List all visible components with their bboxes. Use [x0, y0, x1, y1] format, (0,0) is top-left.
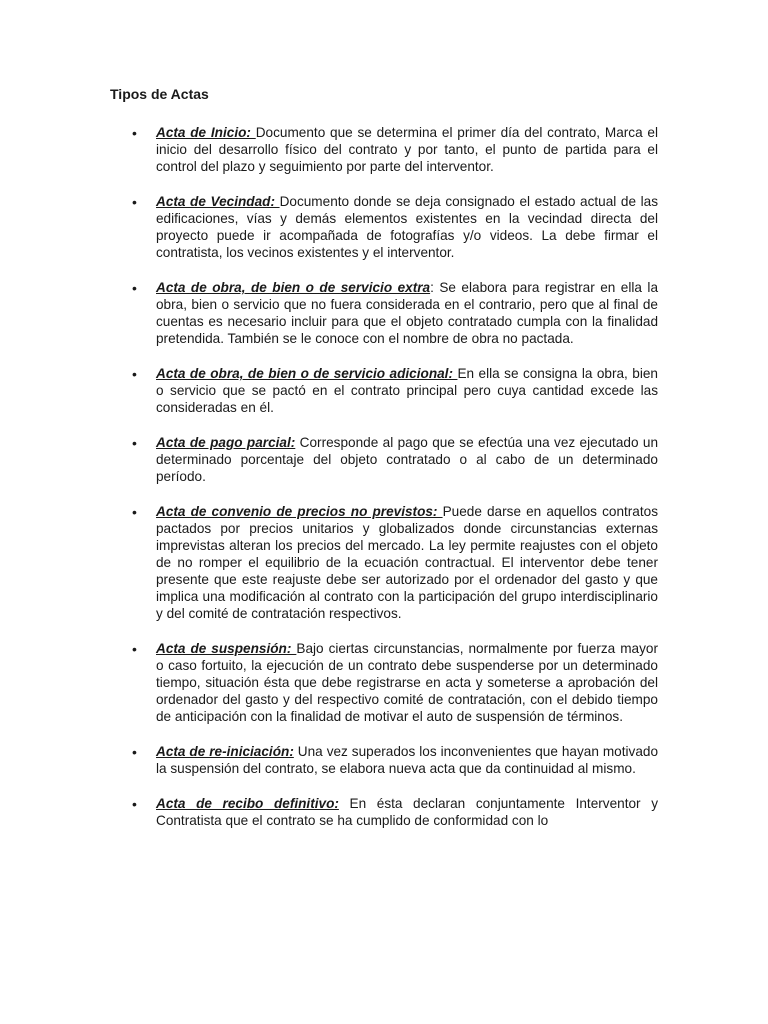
bullet-icon: • — [132, 504, 137, 520]
acta-description: Documento que se determina el primer día del contrato, Marca el inicio del desarrollo físico del contrato y por tanto, el punto de partida para el control del plazo y seguimiento por parte del interventor. — [156, 125, 659, 174]
acta-description: Corresponde al pago que se efectúa una vez ejecutado un determinado porcentaje del objeto contratado o al cabo de un determinado período. — [156, 435, 659, 484]
list-item — [0, 503, 768, 622]
acta-term: Acta de obra, de bien o de servicio extra — [156, 280, 431, 295]
acta-term: Acta de re-iniciación: — [156, 744, 294, 759]
list-item-text — [156, 365, 658, 416]
document-title: Tipos de Actas — [110, 86, 209, 102]
acta-term: Acta de Vecindad: — [156, 194, 280, 209]
list-item — [0, 640, 768, 725]
acta-term: Acta de suspensión: — [156, 641, 297, 656]
bullet-icon: • — [132, 641, 137, 657]
list-item-text — [156, 640, 658, 725]
list-item — [0, 434, 768, 485]
bullet-icon: • — [132, 796, 137, 812]
bullet-icon: • — [132, 744, 137, 760]
list-item — [0, 193, 768, 261]
acta-description: Una vez superados los inconvenientes que hayan motivado la suspensión del contrato, se elabora nueva acta que da continuidad al mismo. — [156, 744, 658, 776]
acta-description: Puede darse en aquellos contratos pactados por precios unitarios y globalizados donde circunstancias externas imprevistas alteran los precios del mercado. La ley permite reajustes con el objeto de no romper el equilibrio de la ecuación contractual. El interventor debe tener presente que este reajuste debe ser autorizado por el ordenador del gasto y que implica una modificación al contrato con la participación del grupo interdisciplinario y del comité de contratación respectivos. — [156, 504, 659, 621]
bullet-icon: • — [132, 366, 137, 382]
acta-description: Bajo ciertas circunstancias, normalmente por fuerza mayor o caso fortuito, la ejecución de un contrato debe suspenderse por un determinado tiempo, situación ésta que debe registrarse en acta y someterse a aprobación del ordenador del gasto y del respectivo comité de contratación, con el debido tiempo de anticipación con la finalidad de motivar el auto de suspensión de términos. — [156, 641, 658, 724]
list-item-text — [156, 279, 658, 347]
acta-description: En ella se consigna la obra, bien o servicio que se pactó en el contrato principal pero cuya cantidad excede las consideradas en él. — [156, 366, 658, 415]
acta-type-list — [0, 124, 768, 847]
list-item-text — [156, 503, 658, 622]
bullet-icon: • — [132, 125, 137, 141]
acta-description: Documento donde se deja consignado el estado actual de las edificaciones, vías y demás elementos existentes en la vecindad directa del proyecto puede ir acompañada de fotografías y/o videos. La debe firmar el contratista, los vecinos existentes y el interventor. — [156, 194, 658, 260]
list-item-text — [156, 124, 658, 175]
list-item-text — [156, 434, 658, 485]
bullet-icon: • — [132, 194, 137, 210]
list-item — [0, 365, 768, 416]
list-item-text — [156, 743, 658, 777]
list-item-text — [156, 193, 658, 261]
bullet-icon: • — [132, 435, 137, 451]
list-item — [0, 279, 768, 347]
acta-term: Acta de pago parcial: — [156, 435, 296, 450]
acta-term: Acta de recibo definitivo: — [156, 796, 339, 811]
bullet-icon: • — [132, 280, 137, 296]
list-item-text — [156, 795, 658, 829]
acta-term: Acta de Inicio: — [156, 125, 256, 140]
acta-description: En ésta declaran conjuntamente Interventor y Contratista que el contrato se ha cumplido de conformidad con lo — [156, 796, 658, 828]
acta-term: Acta de obra, de bien o de servicio adicional: — [156, 366, 458, 381]
list-item — [0, 795, 768, 829]
list-item — [0, 743, 768, 777]
acta-term: Acta de convenio de precios no previstos: — [156, 504, 443, 519]
acta-description: : Se elabora para registrar en ella la obra, bien o servicio que no fuera considerada en el contrario, pero que al final de cuentas es necesario incluir para que el objeto contratado cumpla con la finalidad pretendida. También se le conoce con el nombre de obra no pactada. — [156, 280, 658, 346]
list-item — [0, 124, 768, 175]
